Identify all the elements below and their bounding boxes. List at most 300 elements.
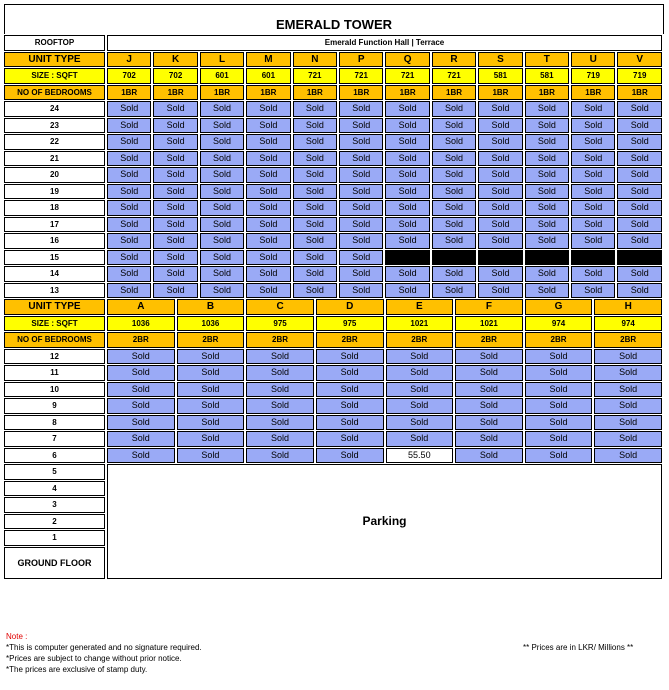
unit-cell-sold: Sold bbox=[432, 151, 476, 167]
unit-cell-price: 55.50 bbox=[386, 448, 454, 464]
unit-cell-sold: Sold bbox=[107, 349, 175, 365]
size-cell: 1021 bbox=[455, 316, 523, 332]
unit-cell-sold: Sold bbox=[339, 233, 383, 249]
unit-type-cell: L bbox=[200, 52, 244, 68]
unit-cell-sold: Sold bbox=[525, 382, 593, 398]
unit-cell-sold: Sold bbox=[316, 398, 384, 414]
unit-cell-sold: Sold bbox=[246, 217, 290, 233]
floor-number: 12 bbox=[4, 349, 105, 365]
unit-cell-sold: Sold bbox=[246, 134, 290, 150]
unit-cell-sold: Sold bbox=[478, 167, 522, 183]
unit-cell-sold: Sold bbox=[385, 283, 429, 299]
unit-cell-sold: Sold bbox=[478, 184, 522, 200]
unit-type-cell: P bbox=[339, 52, 383, 68]
unit-type-cell: Q bbox=[385, 52, 429, 68]
unit-cell-sold: Sold bbox=[432, 283, 476, 299]
unit-cell-sold: Sold bbox=[571, 184, 615, 200]
unit-cell-sold: Sold bbox=[153, 167, 197, 183]
unit-cell-sold: Sold bbox=[617, 200, 662, 216]
unit-cell-sold: Sold bbox=[339, 134, 383, 150]
unit-cell-sold: Sold bbox=[107, 233, 151, 249]
unit-cell-sold: Sold bbox=[293, 184, 337, 200]
unit-cell-sold: Sold bbox=[246, 266, 290, 282]
unit-cell-sold: Sold bbox=[293, 151, 337, 167]
unit-cell-sold: Sold bbox=[617, 134, 662, 150]
unit-cell-sold: Sold bbox=[386, 431, 454, 447]
unit-cell-sold: Sold bbox=[107, 266, 151, 282]
unit-cell-unavailable bbox=[571, 250, 615, 266]
unit-type-cell: H bbox=[594, 299, 662, 315]
unit-cell-sold: Sold bbox=[525, 415, 593, 431]
lower-block-table bbox=[2, 298, 664, 464]
unit-cell-sold: Sold bbox=[107, 365, 175, 381]
unit-cell-sold: Sold bbox=[525, 233, 569, 249]
floor-row bbox=[4, 167, 662, 183]
floor-row bbox=[4, 184, 662, 200]
bedrooms-cell: 1BR bbox=[246, 85, 290, 101]
unit-cell-sold: Sold bbox=[617, 118, 662, 134]
unit-cell-sold: Sold bbox=[571, 266, 615, 282]
unit-cell-sold: Sold bbox=[478, 118, 522, 134]
unit-cell-sold: Sold bbox=[525, 431, 593, 447]
unit-type-cell: E bbox=[386, 299, 454, 315]
unit-cell-sold: Sold bbox=[246, 431, 314, 447]
unit-cell-sold: Sold bbox=[293, 250, 337, 266]
unit-cell-sold: Sold bbox=[594, 382, 662, 398]
size-cell: 721 bbox=[385, 68, 429, 84]
unit-cell-sold: Sold bbox=[525, 167, 569, 183]
unit-cell-sold: Sold bbox=[385, 233, 429, 249]
unit-cell-sold: Sold bbox=[386, 365, 454, 381]
size-cell: 581 bbox=[525, 68, 569, 84]
unit-cell-sold: Sold bbox=[153, 151, 197, 167]
unit-cell-sold: Sold bbox=[293, 200, 337, 216]
parking-area: Parking bbox=[107, 464, 662, 579]
unit-cell-sold: Sold bbox=[200, 184, 244, 200]
unit-cell-sold: Sold bbox=[246, 398, 314, 414]
unit-cell-sold: Sold bbox=[177, 448, 245, 464]
unit-cell-sold: Sold bbox=[293, 233, 337, 249]
unit-cell-sold: Sold bbox=[385, 134, 429, 150]
unit-cell-sold: Sold bbox=[525, 134, 569, 150]
unit-cell-sold: Sold bbox=[571, 233, 615, 249]
unit-cell-sold: Sold bbox=[571, 200, 615, 216]
unit-cell-sold: Sold bbox=[153, 200, 197, 216]
bedrooms-cell: 2BR bbox=[316, 332, 384, 348]
bedrooms-cell: 2BR bbox=[177, 332, 245, 348]
unit-cell-sold: Sold bbox=[386, 415, 454, 431]
unit-cell-sold: Sold bbox=[200, 101, 244, 117]
unit-cell-sold: Sold bbox=[153, 233, 197, 249]
floor-number: 10 bbox=[4, 382, 105, 398]
unit-cell-sold: Sold bbox=[455, 431, 523, 447]
unit-cell-sold: Sold bbox=[525, 118, 569, 134]
unit-cell-sold: Sold bbox=[107, 217, 151, 233]
size-label: SIZE : SQFT bbox=[4, 68, 105, 84]
size-cell: 719 bbox=[617, 68, 662, 84]
unit-type-cell: M bbox=[246, 52, 290, 68]
unit-cell-sold: Sold bbox=[177, 365, 245, 381]
unit-cell-sold: Sold bbox=[525, 283, 569, 299]
unit-cell-sold: Sold bbox=[339, 217, 383, 233]
floor-row bbox=[4, 250, 662, 266]
floor-number: 5 bbox=[4, 464, 105, 480]
unit-cell-sold: Sold bbox=[525, 151, 569, 167]
unit-cell-unavailable bbox=[478, 250, 522, 266]
unit-type-cell: N bbox=[293, 52, 337, 68]
floor-row bbox=[4, 365, 662, 381]
unit-cell-sold: Sold bbox=[246, 167, 290, 183]
floor-number: 7 bbox=[4, 431, 105, 447]
unit-cell-sold: Sold bbox=[385, 101, 429, 117]
unit-type-cell: A bbox=[107, 299, 175, 315]
unit-type-cell: K bbox=[153, 52, 197, 68]
unit-cell-sold: Sold bbox=[339, 250, 383, 266]
unit-cell-sold: Sold bbox=[455, 365, 523, 381]
unit-cell-sold: Sold bbox=[525, 349, 593, 365]
floor-number: 16 bbox=[4, 233, 105, 249]
floor-number: 2 bbox=[4, 514, 105, 530]
unit-cell-sold: Sold bbox=[339, 101, 383, 117]
unit-type-cell: U bbox=[571, 52, 615, 68]
floor-number: 14 bbox=[4, 266, 105, 282]
unit-cell-sold: Sold bbox=[478, 283, 522, 299]
note-line: *This is computer generated and no signature required. bbox=[6, 643, 202, 652]
unit-cell-sold: Sold bbox=[246, 101, 290, 117]
unit-cell-sold: Sold bbox=[200, 233, 244, 249]
unit-cell-sold: Sold bbox=[594, 398, 662, 414]
floor-row bbox=[4, 134, 662, 150]
unit-cell-sold: Sold bbox=[617, 184, 662, 200]
unit-type-cell: C bbox=[246, 299, 314, 315]
sheet-title: EMERALD TOWER bbox=[4, 4, 664, 34]
unit-cell-sold: Sold bbox=[617, 101, 662, 117]
unit-cell-sold: Sold bbox=[385, 200, 429, 216]
unit-cell-sold: Sold bbox=[594, 349, 662, 365]
unit-cell-sold: Sold bbox=[177, 349, 245, 365]
unit-cell-sold: Sold bbox=[200, 283, 244, 299]
unit-type-cell: S bbox=[478, 52, 522, 68]
size-cell: 702 bbox=[153, 68, 197, 84]
unit-cell-sold: Sold bbox=[478, 101, 522, 117]
unit-cell-unavailable bbox=[432, 250, 476, 266]
floor-number: 21 bbox=[4, 151, 105, 167]
unit-cell-sold: Sold bbox=[107, 167, 151, 183]
bedrooms-cell: 1BR bbox=[617, 85, 662, 101]
unit-cell-sold: Sold bbox=[200, 200, 244, 216]
notes-section bbox=[6, 631, 202, 675]
unit-cell-sold: Sold bbox=[107, 283, 151, 299]
unit-type-cell: D bbox=[316, 299, 384, 315]
unit-cell-sold: Sold bbox=[107, 250, 151, 266]
unit-cell-sold: Sold bbox=[153, 184, 197, 200]
unit-cell-sold: Sold bbox=[432, 233, 476, 249]
floor-number: 8 bbox=[4, 415, 105, 431]
unit-cell-sold: Sold bbox=[293, 217, 337, 233]
unit-cell-sold: Sold bbox=[316, 365, 384, 381]
unit-cell-sold: Sold bbox=[153, 217, 197, 233]
unit-cell-sold: Sold bbox=[432, 217, 476, 233]
unit-cell-sold: Sold bbox=[525, 101, 569, 117]
floor-row bbox=[4, 283, 662, 299]
unit-cell-sold: Sold bbox=[525, 448, 593, 464]
bedrooms-cell: 1BR bbox=[107, 85, 151, 101]
unit-cell-sold: Sold bbox=[617, 151, 662, 167]
size-cell: 601 bbox=[246, 68, 290, 84]
unit-cell-sold: Sold bbox=[571, 167, 615, 183]
floor-row bbox=[4, 151, 662, 167]
unit-type-cell: J bbox=[107, 52, 151, 68]
bedrooms-cell: 2BR bbox=[525, 332, 593, 348]
unit-cell-sold: Sold bbox=[525, 266, 569, 282]
unit-cell-sold: Sold bbox=[107, 134, 151, 150]
unit-cell-sold: Sold bbox=[107, 431, 175, 447]
size-label: SIZE : SQFT bbox=[4, 316, 105, 332]
size-cell: 1021 bbox=[386, 316, 454, 332]
floor-row bbox=[4, 448, 662, 464]
unit-cell-sold: Sold bbox=[177, 382, 245, 398]
note-line: *Prices are subject to change without prior notice. bbox=[6, 654, 182, 663]
floor-row bbox=[4, 200, 662, 216]
bedrooms-cell: 1BR bbox=[571, 85, 615, 101]
unit-type-cell: G bbox=[525, 299, 593, 315]
floor-number: 23 bbox=[4, 118, 105, 134]
floor-number: 11 bbox=[4, 365, 105, 381]
unit-cell-sold: Sold bbox=[432, 101, 476, 117]
unit-cell-sold: Sold bbox=[594, 415, 662, 431]
unit-cell-sold: Sold bbox=[200, 167, 244, 183]
bedrooms-cell: 1BR bbox=[478, 85, 522, 101]
unit-cell-sold: Sold bbox=[455, 448, 523, 464]
unit-cell-sold: Sold bbox=[525, 184, 569, 200]
unit-cell-sold: Sold bbox=[385, 167, 429, 183]
floor-row bbox=[4, 382, 662, 398]
unit-cell-sold: Sold bbox=[153, 134, 197, 150]
unit-cell-sold: Sold bbox=[594, 448, 662, 464]
prices-currency-note: ** Prices are in LKR/ Millions ** bbox=[523, 643, 634, 652]
unit-cell-sold: Sold bbox=[246, 448, 314, 464]
floor-number: 19 bbox=[4, 184, 105, 200]
floor-number: 22 bbox=[4, 134, 105, 150]
rooftop-label: ROOFTOP bbox=[4, 35, 105, 51]
parking-table bbox=[2, 463, 664, 580]
bedrooms-cell: 2BR bbox=[107, 332, 175, 348]
unit-cell-sold: Sold bbox=[339, 151, 383, 167]
unit-cell-sold: Sold bbox=[525, 217, 569, 233]
unit-cell-sold: Sold bbox=[246, 184, 290, 200]
bedrooms-label: NO OF BEDROOMS bbox=[4, 85, 105, 101]
upper-block-table bbox=[2, 34, 664, 299]
size-cell: 702 bbox=[107, 68, 151, 84]
unit-cell-sold: Sold bbox=[455, 349, 523, 365]
unit-cell-sold: Sold bbox=[385, 184, 429, 200]
unit-cell-sold: Sold bbox=[617, 167, 662, 183]
unit-cell-sold: Sold bbox=[246, 118, 290, 134]
floor-row bbox=[4, 349, 662, 365]
floor-number: 20 bbox=[4, 167, 105, 183]
unit-cell-sold: Sold bbox=[246, 250, 290, 266]
bedrooms-cell: 1BR bbox=[339, 85, 383, 101]
unit-cell-sold: Sold bbox=[339, 118, 383, 134]
unit-type-cell: V bbox=[617, 52, 662, 68]
unit-cell-sold: Sold bbox=[107, 101, 151, 117]
floor-row bbox=[4, 266, 662, 282]
unit-cell-sold: Sold bbox=[432, 118, 476, 134]
floor-number: 3 bbox=[4, 497, 105, 513]
unit-cell-sold: Sold bbox=[153, 250, 197, 266]
availability-sheet bbox=[4, 4, 664, 580]
unit-cell-sold: Sold bbox=[316, 431, 384, 447]
unit-cell-sold: Sold bbox=[478, 233, 522, 249]
floor-number: 6 bbox=[4, 448, 105, 464]
unit-cell-sold: Sold bbox=[246, 151, 290, 167]
unit-cell-sold: Sold bbox=[385, 118, 429, 134]
unit-type-cell: T bbox=[525, 52, 569, 68]
size-cell: 974 bbox=[525, 316, 593, 332]
unit-cell-sold: Sold bbox=[200, 118, 244, 134]
unit-cell-sold: Sold bbox=[617, 266, 662, 282]
unit-cell-sold: Sold bbox=[293, 134, 337, 150]
unit-cell-sold: Sold bbox=[200, 266, 244, 282]
unit-cell-sold: Sold bbox=[107, 382, 175, 398]
unit-cell-sold: Sold bbox=[571, 134, 615, 150]
unit-cell-sold: Sold bbox=[385, 151, 429, 167]
unit-type-cell: F bbox=[455, 299, 523, 315]
unit-cell-sold: Sold bbox=[316, 382, 384, 398]
unit-cell-sold: Sold bbox=[386, 398, 454, 414]
unit-cell-sold: Sold bbox=[571, 283, 615, 299]
unit-cell-sold: Sold bbox=[432, 200, 476, 216]
floor-number: 15 bbox=[4, 250, 105, 266]
unit-cell-sold: Sold bbox=[525, 200, 569, 216]
unit-cell-sold: Sold bbox=[246, 283, 290, 299]
unit-cell-sold: Sold bbox=[316, 349, 384, 365]
unit-cell-sold: Sold bbox=[432, 266, 476, 282]
unit-cell-sold: Sold bbox=[107, 448, 175, 464]
unit-cell-sold: Sold bbox=[339, 283, 383, 299]
floor-number: 1 bbox=[4, 530, 105, 546]
size-cell: 974 bbox=[594, 316, 662, 332]
bedrooms-cell: 1BR bbox=[200, 85, 244, 101]
bedrooms-cell: 1BR bbox=[525, 85, 569, 101]
unit-cell-sold: Sold bbox=[571, 151, 615, 167]
bedrooms-cell: 2BR bbox=[246, 332, 314, 348]
parking-floor-row bbox=[4, 464, 662, 480]
unit-type-label: UNIT TYPE bbox=[4, 299, 105, 315]
unit-cell-sold: Sold bbox=[107, 200, 151, 216]
unit-cell-sold: Sold bbox=[107, 415, 175, 431]
unit-cell-sold: Sold bbox=[339, 266, 383, 282]
size-cell: 1036 bbox=[177, 316, 245, 332]
unit-cell-sold: Sold bbox=[339, 167, 383, 183]
floor-number: 13 bbox=[4, 283, 105, 299]
size-cell: 1036 bbox=[107, 316, 175, 332]
unit-cell-sold: Sold bbox=[386, 382, 454, 398]
unit-cell-sold: Sold bbox=[246, 233, 290, 249]
ground-floor-label: GROUND FLOOR bbox=[4, 547, 105, 579]
unit-cell-sold: Sold bbox=[107, 184, 151, 200]
unit-cell-sold: Sold bbox=[525, 365, 593, 381]
unit-cell-sold: Sold bbox=[385, 217, 429, 233]
unit-cell-sold: Sold bbox=[107, 151, 151, 167]
unit-cell-sold: Sold bbox=[153, 283, 197, 299]
unit-type-label: UNIT TYPE bbox=[4, 52, 105, 68]
unit-cell-sold: Sold bbox=[617, 233, 662, 249]
notes-title: Note : bbox=[6, 632, 28, 641]
unit-cell-sold: Sold bbox=[293, 283, 337, 299]
unit-cell-sold: Sold bbox=[293, 167, 337, 183]
size-cell: 581 bbox=[478, 68, 522, 84]
unit-cell-sold: Sold bbox=[594, 431, 662, 447]
unit-cell-sold: Sold bbox=[594, 365, 662, 381]
size-cell: 719 bbox=[571, 68, 615, 84]
unit-cell-sold: Sold bbox=[107, 398, 175, 414]
floor-row bbox=[4, 415, 662, 431]
unit-cell-sold: Sold bbox=[293, 118, 337, 134]
unit-cell-sold: Sold bbox=[246, 382, 314, 398]
floor-row bbox=[4, 101, 662, 117]
unit-cell-sold: Sold bbox=[478, 266, 522, 282]
bedrooms-label: NO OF BEDROOMS bbox=[4, 332, 105, 348]
unit-cell-sold: Sold bbox=[316, 448, 384, 464]
unit-cell-sold: Sold bbox=[200, 217, 244, 233]
floor-row bbox=[4, 431, 662, 447]
unit-cell-sold: Sold bbox=[177, 398, 245, 414]
unit-cell-unavailable bbox=[525, 250, 569, 266]
unit-cell-sold: Sold bbox=[246, 365, 314, 381]
unit-type-cell: R bbox=[432, 52, 476, 68]
bedrooms-cell: 2BR bbox=[594, 332, 662, 348]
unit-cell-sold: Sold bbox=[153, 118, 197, 134]
floor-number: 9 bbox=[4, 398, 105, 414]
unit-cell-sold: Sold bbox=[246, 349, 314, 365]
unit-cell-unavailable bbox=[617, 250, 662, 266]
size-cell: 975 bbox=[246, 316, 314, 332]
unit-cell-sold: Sold bbox=[177, 415, 245, 431]
unit-cell-sold: Sold bbox=[177, 431, 245, 447]
unit-cell-sold: Sold bbox=[339, 184, 383, 200]
unit-cell-unavailable bbox=[385, 250, 429, 266]
unit-cell-sold: Sold bbox=[617, 217, 662, 233]
floor-row bbox=[4, 217, 662, 233]
bedrooms-cell: 1BR bbox=[432, 85, 476, 101]
unit-cell-sold: Sold bbox=[246, 415, 314, 431]
size-cell: 721 bbox=[432, 68, 476, 84]
floor-number: 24 bbox=[4, 101, 105, 117]
unit-cell-sold: Sold bbox=[571, 101, 615, 117]
size-cell: 601 bbox=[200, 68, 244, 84]
bedrooms-cell: 2BR bbox=[455, 332, 523, 348]
unit-cell-sold: Sold bbox=[386, 349, 454, 365]
unit-cell-sold: Sold bbox=[385, 266, 429, 282]
unit-cell-sold: Sold bbox=[107, 118, 151, 134]
size-cell: 721 bbox=[293, 68, 337, 84]
unit-cell-sold: Sold bbox=[432, 134, 476, 150]
unit-type-cell: B bbox=[177, 299, 245, 315]
unit-cell-sold: Sold bbox=[293, 266, 337, 282]
unit-cell-sold: Sold bbox=[293, 101, 337, 117]
unit-cell-sold: Sold bbox=[432, 184, 476, 200]
unit-cell-sold: Sold bbox=[478, 217, 522, 233]
floor-row bbox=[4, 398, 662, 414]
unit-cell-sold: Sold bbox=[478, 134, 522, 150]
floor-number: 17 bbox=[4, 217, 105, 233]
unit-cell-sold: Sold bbox=[455, 382, 523, 398]
floor-row bbox=[4, 118, 662, 134]
unit-cell-sold: Sold bbox=[200, 134, 244, 150]
unit-cell-sold: Sold bbox=[316, 415, 384, 431]
unit-cell-sold: Sold bbox=[455, 398, 523, 414]
